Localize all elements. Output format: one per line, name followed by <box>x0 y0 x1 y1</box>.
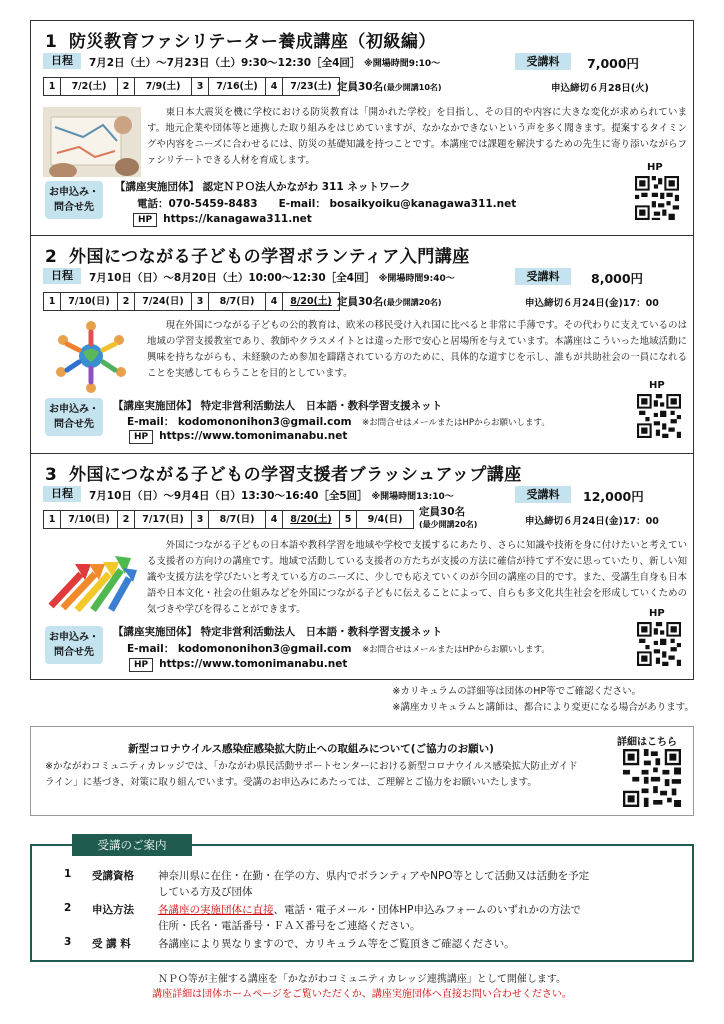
organizer: 【講座実施団体】 特定非営利活動法人 日本語・教科学習支援ネット <box>113 400 443 412</box>
course-1 <box>30 20 694 236</box>
footer-line-1: ＮＰＯ等が主催する講座を「かながわコミュニティカレッジ連携講座」として開催します。 <box>157 974 567 985</box>
course-description: 現在外国につながる子どもの公的教育は、欧米の移民受け入れ国に比べると非常に手薄です。その代わりに支えているのは地域の学習支援教室であり、教師やクラスメイトとは違った形で安心と居場所を与えています。本講座はこういった地域活動に興味を持ちながらも、未経験のため参加を躊躇されている方のために、具体的な道すじを示し、誰もが共助社会の一員になれることを実感してもらうことを目的としています。 <box>147 320 687 379</box>
course-2 <box>30 236 694 454</box>
schedule-label: 日程 <box>43 486 81 502</box>
children-circle-illustration <box>49 318 133 394</box>
course-title: 2 外国につながる子どもの学習ボランティア入門講座 <box>45 247 470 267</box>
footer <box>30 972 694 1002</box>
session-table: 1 7/2(土) 2 7/9(土) 3 7/16(土) 4 7/23(土) <box>43 77 340 96</box>
qr-code-icon[interactable] <box>623 749 681 807</box>
qr-code-icon[interactable] <box>637 622 681 666</box>
enrollment-guide <box>30 838 694 962</box>
footer-line-2: 講座詳細は団体ホームページをご覧いただくか、講座実施団体へ直接お問い合わせください。 <box>152 989 572 1000</box>
workshop-photo <box>43 107 141 177</box>
contact-info: 電話：070-5459-8483 E-mail： bosaikyoiku@kanagawa311.net <box>137 198 517 210</box>
guide-item-fee: 3 受 講 料 各講座により異なりますので、カリキュラム等をご覧頂きご確認ください。 <box>64 936 515 950</box>
apply-contact-label: お申込み・ 問合せ先 <box>45 181 103 219</box>
contact-info: E-mail： kodomononihon3@gmail.com ※お問合せはメールまたはHPからお願いします。 <box>127 416 550 428</box>
page <box>30 20 694 1000</box>
fee-value: 12,000円 <box>583 489 644 504</box>
organizer: 【講座実施団体】 特定非営利活動法人 日本語・教科学習支援ネット <box>113 626 443 638</box>
deadline: 申込締切６月28日(火) <box>551 83 649 94</box>
schedule-dates: 7月10日（日）～9月4日（日）13:30～16:40［全5回］ ※開場時間13:10～ <box>89 490 454 502</box>
qr-code-icon[interactable] <box>635 176 679 220</box>
course-description: 外国につながる子どもの日本語や教科学習を地域や学校で支援するにあたり、さらに知識や技術を身に付けたいと考えている支援者の方向けの講座です。地域で活動している支援者の方たちが支援の方法に確信が持てず不安に思っていたり、新しい知識や支援方法を学びたいと考えている方のニーズに、少しでも応えていくのが今回の講座の目的です。また、受講生自身も日本語や日本文化・社会の仕組みなどを外国につながる子どもに伝えることによって、自らも多文化共生社会を形成していくための気づきや学びを得ることができます。 <box>147 540 687 615</box>
session-table: 1 7/10(日) 2 7/24(日) 3 8/7(日) 4 8/20(土) <box>43 292 340 311</box>
contact-info: E-mail： kodomononihon3@gmail.com ※お問合せはメールまたはHPからお願いします。 <box>127 643 550 655</box>
fee-label: 受講料 <box>515 53 571 70</box>
organizer: 【講座実施団体】 認定ＮＰＯ法人かながわ 311 ネットワーク <box>115 181 411 193</box>
covid-body: ※かながわコミュニティカレッジでは、「かながわ県民活動サポートセンターにおける新型コロナウイルス感染拡大防止ガイドライン」に基づき、対策に取り組んでいます。受講のお申込みにあたっては、ご理解とご協力をお願いいたします。 <box>45 761 578 788</box>
capacity: 定員30名(最少開講20名) <box>337 296 442 308</box>
course-3 <box>30 454 694 680</box>
covid-notice <box>30 726 694 816</box>
apply-contact-label: お申込み・ 問合せ先 <box>45 626 103 664</box>
course-title: 1 防災教育ファシリテーター養成講座（初級編） <box>45 32 436 52</box>
detail-label: 詳細はこちら <box>617 737 677 748</box>
session-table: 1 7/10(日) 2 7/17(日) 3 8/7(日) 4 8/20(土) 5 9/4(日) <box>43 510 414 529</box>
schedule-label: 日程 <box>43 268 81 284</box>
capacity: 定員30名 (最少開講20名) <box>419 506 478 529</box>
capacity: 定員30名(最少開講10名) <box>337 81 442 93</box>
fee-value: 7,000円 <box>587 56 640 71</box>
guide-tab: 受講のご案内 <box>72 834 192 856</box>
qr-label: HP <box>649 608 665 619</box>
fee-value: 8,000円 <box>591 271 644 286</box>
homepage-link[interactable]: HP https://www.tomonimanabu.net <box>129 658 347 672</box>
homepage-link[interactable]: HP https://www.tomonimanabu.net <box>129 430 347 444</box>
deadline: 申込締切６月24日(金)17：00 <box>525 298 659 309</box>
fee-label: 受講料 <box>515 268 571 285</box>
hp-tag: HP <box>129 430 153 444</box>
homepage-link[interactable]: HP https://kanagawa311.net <box>133 213 312 227</box>
guide-item-application: 2 申込方法 各講座の実施団体に直接、電話・電子メール・団体HP申込みフォームのいずれかの方法で 住所・氏名・電話番号・ＦＡＸ番号をご連絡ください。 <box>64 902 581 932</box>
schedule-dates: 7月10日（日）～8月20日（土）10:00～12:30［全4回］ ※開場時間9:40～ <box>89 272 455 284</box>
fee-label: 受講料 <box>515 486 571 503</box>
qr-label: HP <box>647 162 663 173</box>
deadline: 申込締切６月24日(金)17：00 <box>525 516 659 527</box>
covid-title: 新型コロナウイルス感染症感染拡大防止への取組みについて(ご協力のお願い) <box>128 743 494 755</box>
course-description: 東日本大震災を機に学校における防災教育は「開かれた学校」を目指し、その目的や内容に大きな変化が求められています。地元企業や団体等と連携した取り組みをはじめていますが、なかなかできないという声を多く聞きます。提案するタイミングや内容をニーズに合わせるには、防災の基礎知識を持つことです。本講座では課題を解決するための先生に寄り添いながらファシリテートできる人材を育成します。 <box>147 107 687 166</box>
curriculum-notes: ※カリキュラムの詳細等は団体のHP等でご確認ください。 ※講座カリキュラムと講師は、都合により変更になる場合があります。 <box>392 686 694 713</box>
qr-label: HP <box>649 380 665 391</box>
qr-code-icon[interactable] <box>637 394 681 438</box>
hp-tag: HP <box>129 658 153 672</box>
hp-tag: HP <box>133 213 157 227</box>
schedule-dates: 7月2日（土）～7月23日（土）9:30～12:30［全4回］ ※開場時間9:10～ <box>89 57 441 69</box>
apply-contact-label: お申込み・ 問合せ先 <box>45 398 103 436</box>
course-title: 3 外国につながる子どもの学習支援者ブラッシュアップ講座 <box>45 465 522 485</box>
rising-arrows-illustration <box>45 540 141 612</box>
schedule-label: 日程 <box>43 53 81 69</box>
guide-item-eligibility: 1 受講資格 神奈川県に在住・在勤・在学の方、県内でボランティアやNPO等として活動又は活動を予定 している方及び団体 <box>64 868 590 898</box>
